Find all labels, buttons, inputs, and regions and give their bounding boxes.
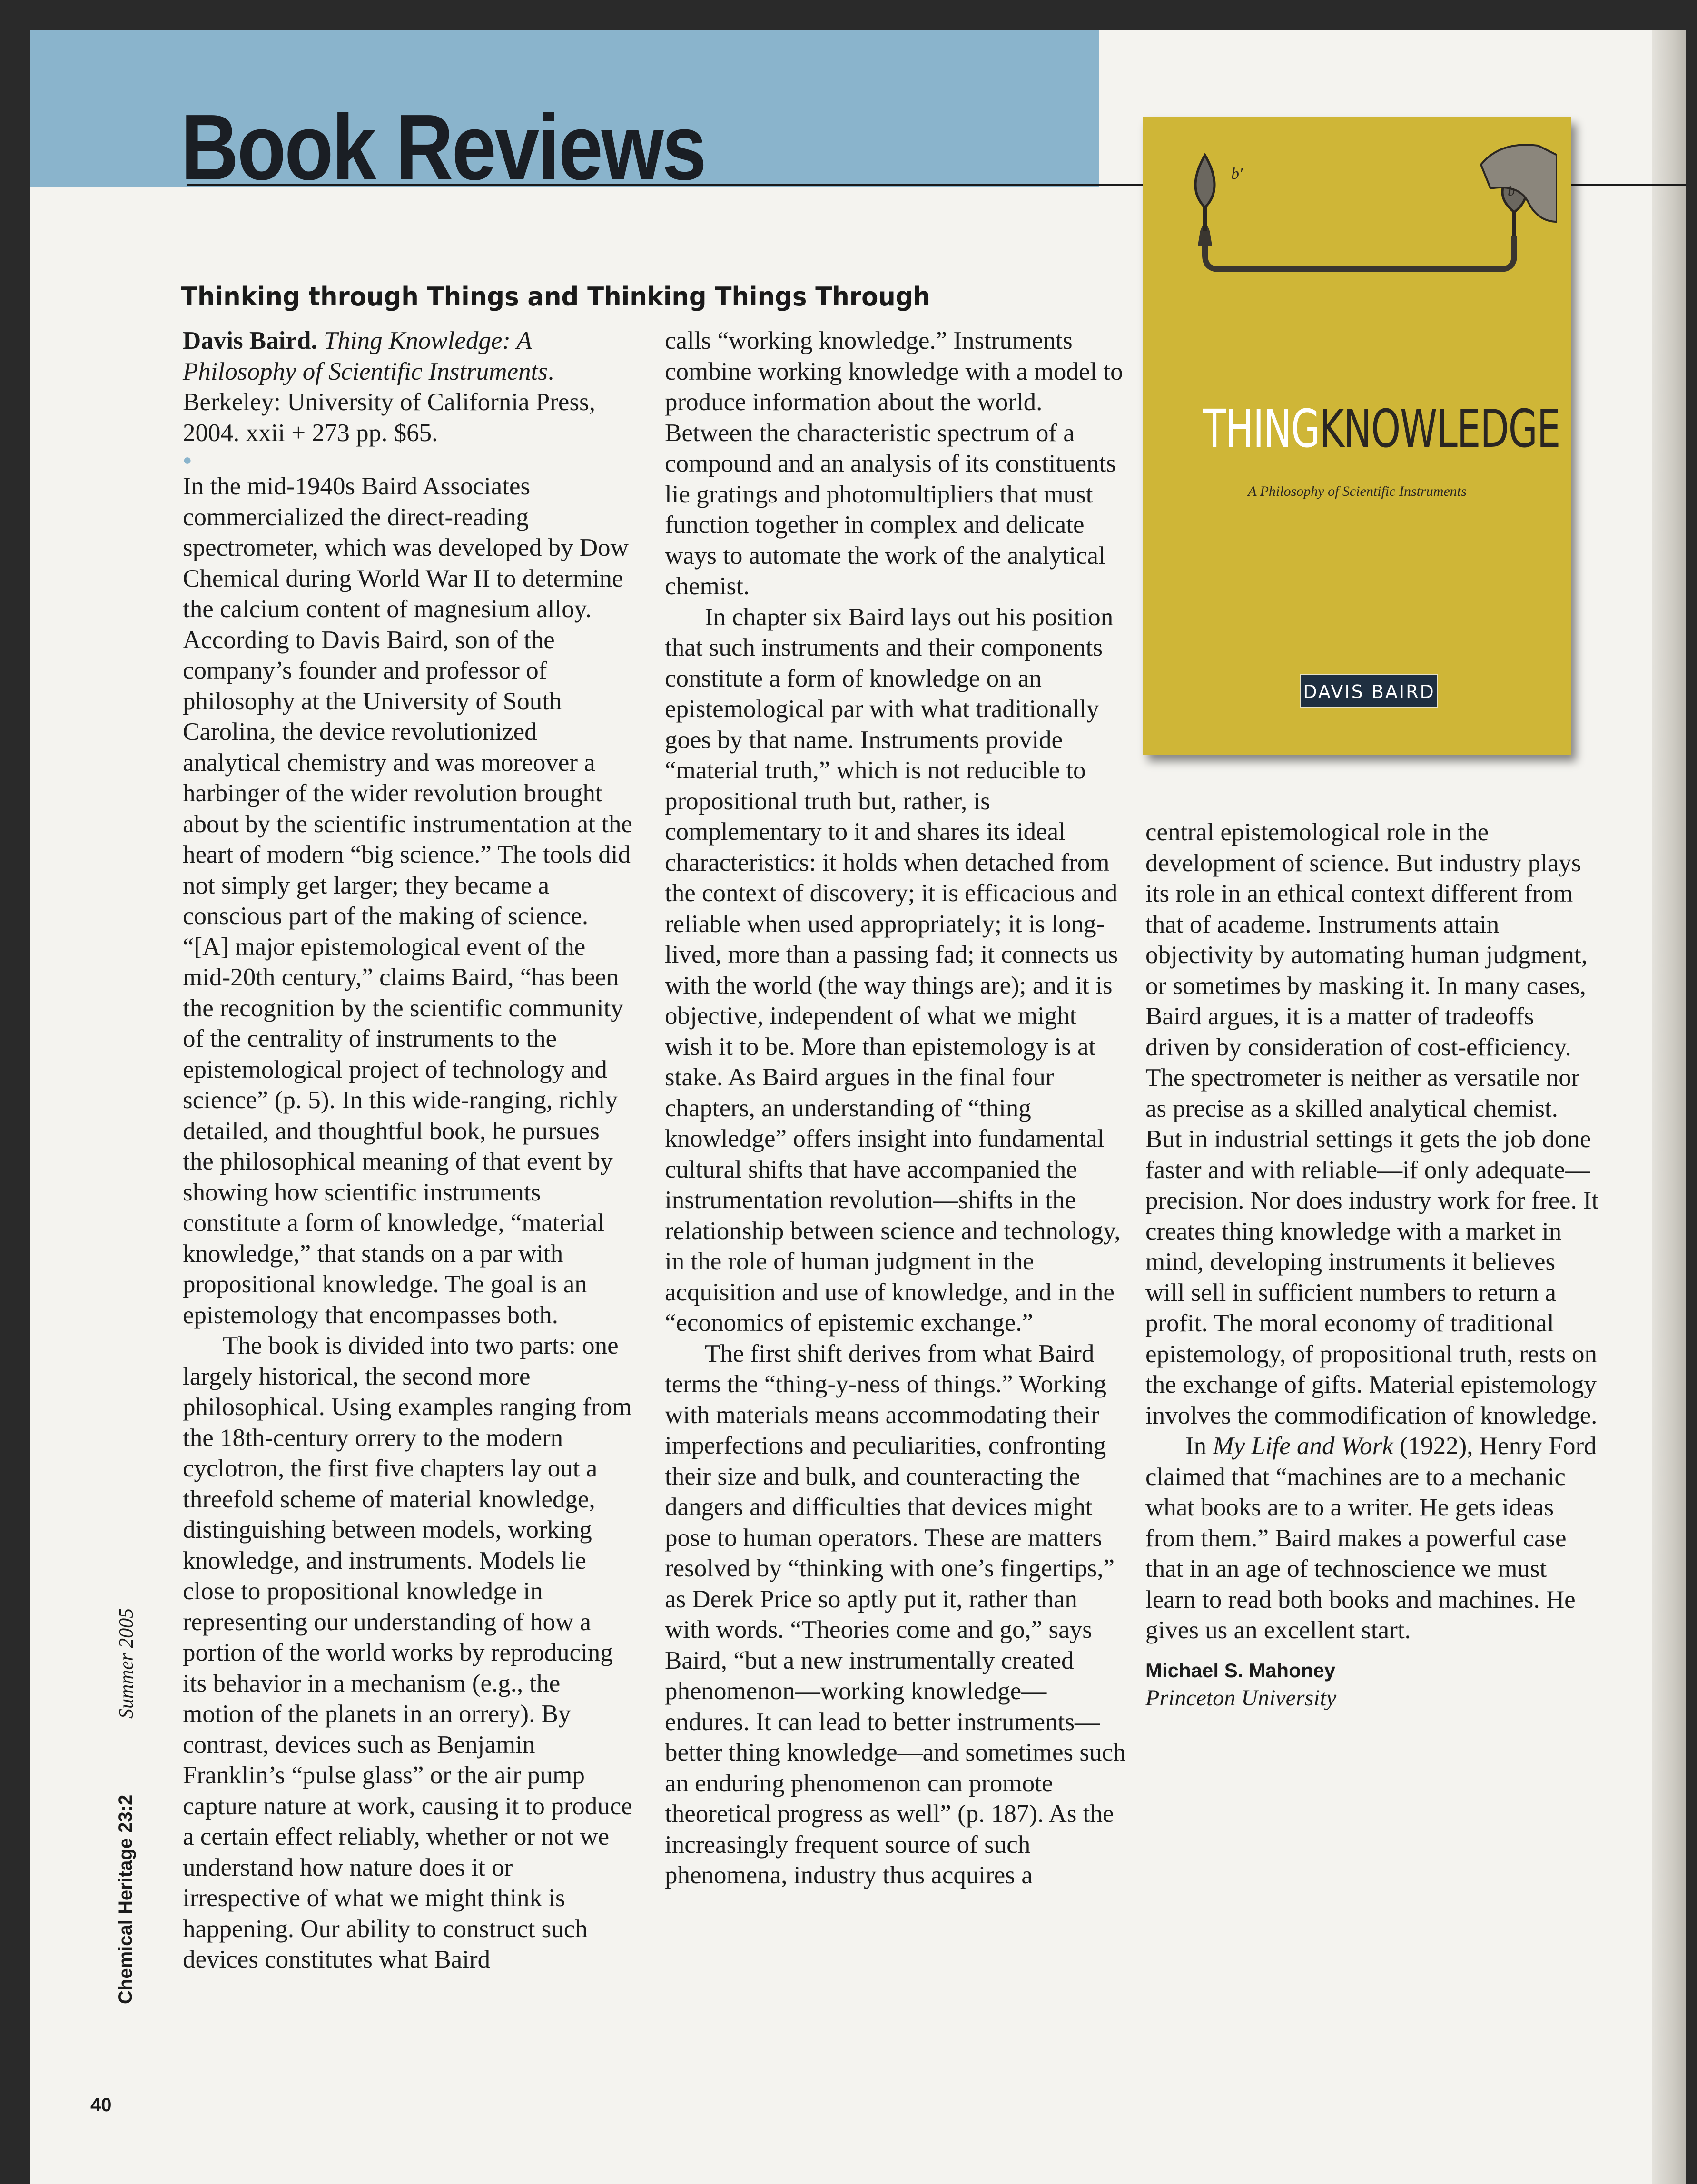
flask-hand-illustration [1186,136,1557,336]
page-curl [1652,30,1686,2184]
closing-post: (1922), Henry Ford claimed that “machines are to a mechanic what books are to a writer. He gets ideas from them.” Baird makes a powerful case that in an age of technoscience we must learn to read both books and machines. He gives us an excellent start. [1145,1432,1597,1644]
closing-book-title: My Life and Work [1213,1432,1393,1460]
cover-label-b: b [1508,183,1515,199]
reviewer-name: Michael S. Mahoney [1145,1659,1336,1682]
paragraph-2-part-2: calls “working knowledge.” Instruments combine working knowledge with a model to produce information about the world. Between the characteristic spectrum of a compound and an analysis of its constituents lie gratings and photomultipliers that must function together in complex and delicate ways to automate the work of the analytical chemist. [665,327,1123,600]
column-3 [1145,817,1600,1712]
paragraph-2-part-1: The book is divided into two parts: one largely historical, the second more philosophical. Using examples ranging from the 18th-century orrery to the modern cyclotron, the first five chapters lay out a threefold scheme of material knowledge, distinguishing between models, working knowledge, and instruments. Models lie close to propositional knowledge in representing our understanding of how a portion of the world works by reproducing its behavior in a mechanism (e.g., the motion of the planets in an orrery). By contrast, devices such as Benjamin Franklin’s “pulse glass” or the air pump capture nature at work, causing it to produce a certain effect reliably, whether or not we understand how nature does it or irrespective of what we might think is happening. Our ability to construct such devices constitutes what Baird [183,1332,632,1973]
citation-publication: . Berkeley: University of California Press, 2004. xxii + 273 pp. $65. [183,357,595,447]
paragraph-4-part-1: The first shift derives from what Baird terms the “thing-y-ness of things.” Working with materials means accommodating their imperfections and peculiarities, confronting their size and bulk, and counteracting the dangers and difficulties that devices might pose to human operators. These are matters resolved by “thinking with one’s fingertips,” as Derek Price so aptly put it, rather than with words. “Theories come and go,” says Baird, “but a new instrumentally created phenomenon—working knowledge—endures. It can lead to better instruments—better thing knowledge—and sometimes such an enduring phenomenon can promote theoretical progress as well” (p. 187). As the increasingly frequent source of such phenomena, industry thus acquires a [665,1339,1126,1889]
closing-paragraph [1145,1431,1600,1646]
cover-label-b-prime: b′ [1231,165,1243,183]
magazine-page [30,30,1686,2184]
citation-book-title: Thing Knowledge: A Philosophy of Scientific Instruments [183,327,548,385]
column-2 [665,325,1126,1891]
cover-title-knowledge: KNOWLEDGE [1319,398,1560,459]
section-title: Book Reviews [181,95,705,199]
cover-author: DAVIS BAIRD [1300,674,1438,708]
closing-pre: In [1185,1432,1213,1460]
paragraph-3: In chapter six Baird lays out his position that such instruments and their components constitute a form of knowledge on an epistemological par with what traditionally goes by that name. Instruments provide “material truth,” which is not reducible to propositional truth but, rather, is complementary to it and shares its ideal characteristics: it holds when detached from the context of discovery; it is efficacious and reliable when used appropriately; it is long-lived, more than a passing fad; it connects us with the world (the way things are); and it is objective, independent of what we might wish it to be. More than epistemology is at stake. As Baird argues in the final four chapters, an understanding of “thing knowledge” offers insight into fundamental cultural shifts that have accompanied the instrumentation revolution—shifts in the relationship between science and technology, in the role of human judgment in the acquisition and use of knowledge, and in the “economics of epistemic exchange.” [665,603,1121,1337]
journal-name: Chemical Heritage 23:2 [115,1794,136,2004]
cover-title-thing: THING [1203,398,1320,459]
bullet-icon: ● [183,451,192,468]
paragraph-4-part-2: central epistemological role in the development of science. But industry plays its role in an ethical context different from that of academe. Instruments attain objectivity by automating human judgment, or sometimes by masking it. In many cases, Baird argues, it is a matter of tradeoffs driven by consideration of cost-efficiency. The spectrometer is neither as versatile nor as precise as a skilled analytical chemist. But in industrial settings it gets the job done faster and with reliable—if only adequate—precision. Nor does industry work for free. It creates thing knowledge with a market in mind, developing instruments it believes will sell in sufficient numbers to return a profit. The moral economy of traditional epistemology, of propositional truth, rests on the exchange of gifts. Material epistemology involves the commodification of knowledge. [1145,818,1599,1429]
column-1 [183,325,635,1975]
paragraph-1: In the mid-1940s Baird Associates commercialized the direct-reading spectrometer, which was developed by Dow Chemical during World War II to determine the calcium content of magnesium alloy. According to Davis Baird, son of the company’s founder and professor of philosophy at the University of South Carolina, the device revolutionized analytical chemistry and was moreover a harbinger of the wider revolution brought about by the scientific instrumentation at the heart of modern “big science.” The tools did not simply get larger; they became a conscious part of the making of science. “[A] major epistemological event of the mid-20th century,” claims Baird, “has been the recognition by the scientific community of the centrality of instruments to the epistemological project of technology and science” (p. 5). In this wide-ranging, richly detailed, and thoughtful book, he pursues the philosophical meaning of that event by showing how scientific instruments constitute a form of knowledge, “material knowledge,” that stands on a par with propositional knowledge. The goal is an epistemology that encompasses both. [183,472,632,1329]
review-heading: Thinking through Things and Thinking Things Through [181,282,931,312]
issue-date: Summer 2005 [116,1608,138,1719]
page-number: 40 [90,2095,112,2115]
cover-subtitle: A Philosophy of Scientific Instruments [1248,483,1467,499]
reviewer-affiliation: Princeton University [1145,1685,1337,1711]
citation-author: Davis Baird. [183,327,317,354]
cover-title [1203,398,1560,459]
book-cover-image [1143,117,1571,755]
citation [183,325,635,448]
